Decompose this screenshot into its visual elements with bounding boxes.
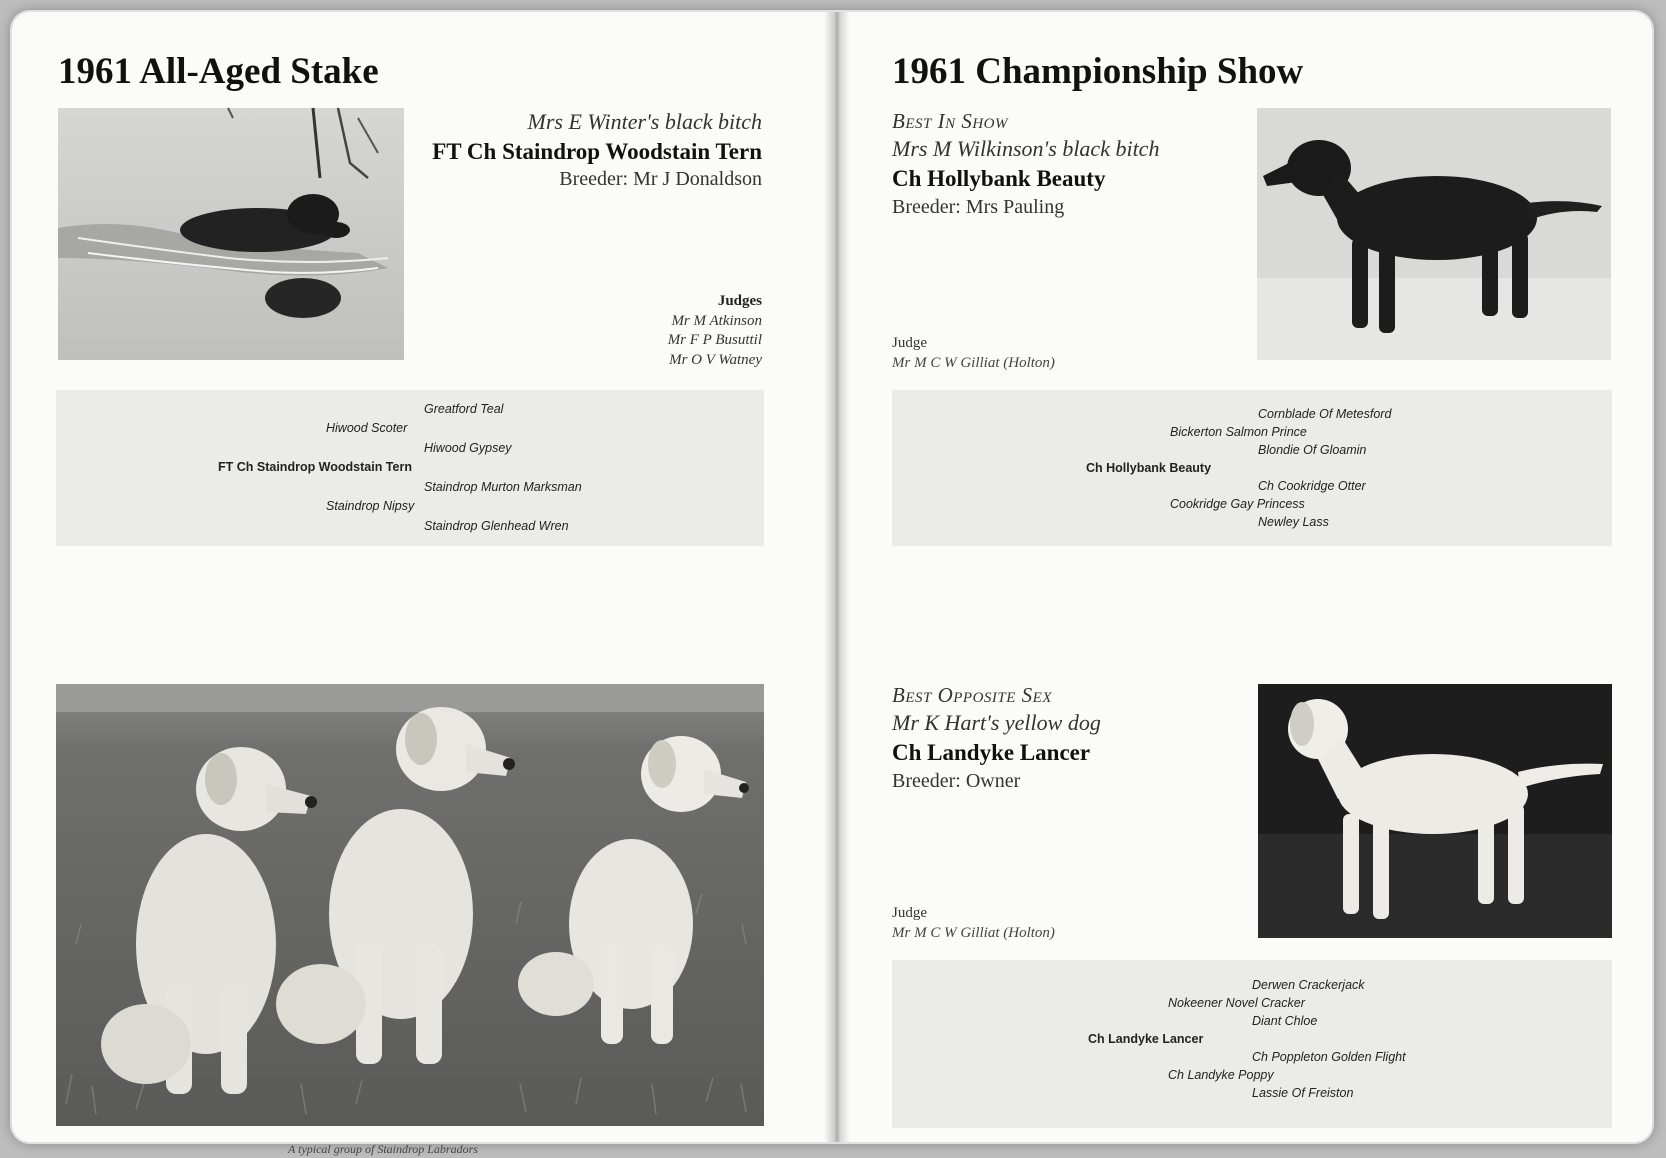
bos-breeder: Breeder: Owner xyxy=(892,769,1021,792)
pedigree-sire: Nokeener Novel Cracker xyxy=(1168,996,1305,1010)
bos-dog-name: Ch Landyke Lancer xyxy=(892,739,1091,765)
photo-landyke-lancer xyxy=(1258,684,1612,938)
left-dog-name: FT Ch Staindrop Woodstain Tern xyxy=(432,138,762,164)
photo-caption: A typical group of Staindrop Labradors xyxy=(288,1142,478,1156)
judge-title: Judge xyxy=(892,335,927,351)
right-page-heading: 1961 Championship Show xyxy=(892,51,1304,92)
bos-award: Best Opposite Sex xyxy=(892,683,1052,707)
photo-swimming-dog xyxy=(58,108,404,360)
bis-pedigree-box xyxy=(892,390,1612,546)
bis-judge xyxy=(892,334,1055,373)
judge-title: Judge xyxy=(892,905,927,921)
judge-name: Mr M C W Gilliat (Holton) xyxy=(892,354,1055,371)
left-page-heading: 1961 All-Aged Stake xyxy=(58,51,379,92)
pedigree-subject: Ch Hollybank Beauty xyxy=(1086,461,1212,475)
pedigree-sire-sire: Cornblade Of Metesford xyxy=(1258,407,1392,421)
bos-pedigree-box xyxy=(892,960,1612,1128)
pedigree-dam-sire: Ch Poppleton Golden Flight xyxy=(1252,1050,1406,1064)
bis-owner: Mrs M Wilkinson's black bitch xyxy=(892,136,1160,162)
pedigree-dam-sire: Ch Cookridge Otter xyxy=(1258,479,1366,493)
pedigree-sire-dam: Blondie Of Gloamin xyxy=(1258,443,1367,457)
photo-staindrop-labradors xyxy=(56,684,764,1126)
book-spread xyxy=(12,12,1652,1156)
pedigree-sire: Bickerton Salmon Prince xyxy=(1170,425,1307,439)
pedigree-dam: Ch Landyke Poppy xyxy=(1168,1068,1274,1082)
pedigree-sire-sire: Greatford Teal xyxy=(424,402,504,416)
left-judges xyxy=(572,292,762,370)
pedigree-sire: Hiwood Scoter xyxy=(326,421,408,435)
bos-owner: Mr K Hart's yellow dog xyxy=(892,710,1101,736)
pedigree-dam-dam: Lassie Of Freiston xyxy=(1252,1086,1354,1100)
pedigree-dam-sire: Staindrop Murton Marksman xyxy=(424,480,582,494)
photo-hollybank-beauty xyxy=(1257,108,1611,360)
bos-judge xyxy=(892,904,1055,943)
pedigree-sire-dam: Diant Chloe xyxy=(1252,1014,1318,1028)
pedigree-subject: Ch Landyke Lancer xyxy=(1088,1032,1204,1046)
left-winner-info xyxy=(412,108,762,192)
pedigree-dam-dam: Staindrop Glenhead Wren xyxy=(424,519,569,533)
pedigree-sire-dam: Hiwood Gypsey xyxy=(424,441,512,455)
book-gutter xyxy=(824,12,850,1142)
bis-award: Best In Show xyxy=(892,109,1008,133)
bis-breeder: Breeder: Mrs Pauling xyxy=(892,195,1065,218)
left-owner: Mrs E Winter's black bitch xyxy=(527,109,762,134)
judge-name: Mr M Atkinson xyxy=(671,312,762,329)
left-pedigree-box xyxy=(56,390,764,546)
bis-dog-name: Ch Hollybank Beauty xyxy=(892,165,1106,191)
pedigree-dam: Staindrop Nipsy xyxy=(326,499,415,513)
bis-info xyxy=(892,108,1252,220)
judges-title: Judges xyxy=(717,293,762,309)
pedigree-sire-sire: Derwen Crackerjack xyxy=(1252,978,1365,992)
pedigree-dam: Cookridge Gay Princess xyxy=(1170,497,1305,511)
judge-name: Mr M C W Gilliat (Holton) xyxy=(892,924,1055,941)
left-breeder: Breeder: Mr J Donaldson xyxy=(559,168,762,191)
pedigree-subject: FT Ch Staindrop Woodstain Tern xyxy=(218,460,412,474)
judge-name: Mr O V Watney xyxy=(669,351,762,368)
bos-info xyxy=(892,682,1252,794)
pedigree-dam-dam: Newley Lass xyxy=(1258,515,1329,529)
judge-name: Mr F P Busuttil xyxy=(667,332,762,348)
